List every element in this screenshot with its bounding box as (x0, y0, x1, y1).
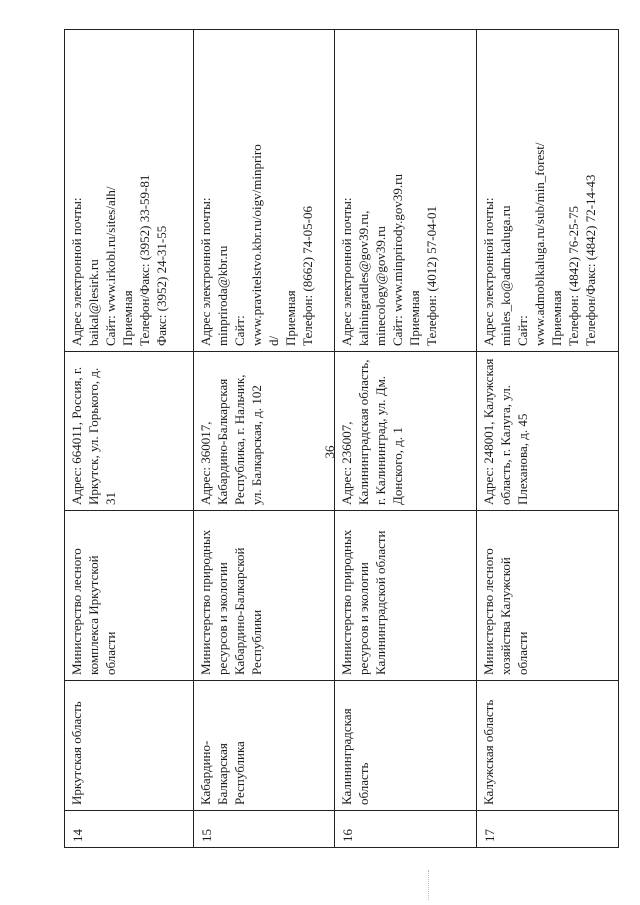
phone-line: Телефон: (4842) 76-25-75 (566, 206, 582, 346)
contact-line: Сайт: (515, 315, 531, 346)
page-number-text: 36 (322, 445, 337, 459)
contacts-cell (193, 30, 335, 352)
contact-line: Приемная (407, 290, 423, 346)
table-frame (64, 30, 619, 848)
contact-line: Адрес электронной почты: (197, 197, 213, 346)
contact-line: Приемная (549, 290, 565, 346)
email-link[interactable]: kaliningradles@gov39.ru, (356, 210, 372, 346)
address-cell: Адрес: 664011, Россия, г. Иркутск, ул. Горького, д. 31 (65, 352, 194, 511)
organization-cell: Министерство лесного хозяйства Калужской области (477, 511, 619, 681)
website-link[interactable]: www.admoblkaluga.ru/sub/min_forest/ (532, 142, 548, 346)
contacts-cell (65, 30, 194, 352)
table-body (65, 30, 619, 848)
table-row (193, 30, 335, 848)
address-cell: Адрес: 248001, Калужская область, г. Калуга, ул. Плеханова, д. 45 (477, 352, 619, 511)
contact-line: Адрес электронной почты: (69, 197, 84, 346)
website-link[interactable]: www.pravitelstvo.kbr.ru/oigv/minpriro (248, 144, 264, 346)
region-cell: Иркутская область (65, 681, 194, 811)
email-link[interactable]: baikal@lesirk.ru (86, 259, 101, 346)
contacts-cell (335, 30, 477, 352)
email-link[interactable]: minprirodа@kbr.ru (214, 245, 230, 346)
table-row (335, 30, 477, 848)
website-link-continued[interactable]: d/ (265, 335, 281, 346)
contact-line: Приемная (120, 290, 135, 346)
organization-cell: Министерство природных ресурсов и экологии Калининградской области (335, 511, 477, 681)
organization-cell: Министерство лесного комплекса Иркутской области (65, 511, 194, 681)
organization-cell: Министерство природных ресурсов и экологии Кабардино-Балкарской Республики (193, 511, 335, 681)
table-row (65, 30, 194, 848)
region-cell: Калининградская область (335, 681, 477, 811)
contacts-cell (477, 30, 619, 352)
phone-line: Телефон: (8662) 74-05-06 (299, 206, 315, 346)
row-number: 15 (193, 811, 335, 848)
contact-line: Адрес электронной почты: (339, 197, 355, 346)
phone-line: Телефон/Факс: (3952) 33-59-81 (137, 174, 152, 346)
phone-fax-line: Телефон/Факс: (4842) 72-14-43 (583, 174, 599, 346)
website-link[interactable]: Сайт: www.irkobl.ru/sites/alh/ (103, 186, 118, 346)
email-link[interactable]: minecology@gov39.ru (373, 226, 389, 346)
contact-line: Сайт: (231, 315, 247, 346)
address-cell: Адрес: 236007, Калининградская область, г. Калининград, ул. Дм. Донского, д. 1 (335, 352, 477, 511)
row-number: 17 (477, 811, 619, 848)
rotated-table-wrapper (64, 30, 619, 848)
contact-line: Приемная (282, 290, 298, 346)
region-cell: Кабардино-Балкарская Республика (193, 681, 335, 811)
fax-line: Факс: (3952) 24-31-55 (154, 225, 169, 346)
region-cell: Калужская область (477, 681, 619, 811)
table-row (477, 30, 619, 848)
contact-line: Адрес электронной почты: (481, 197, 497, 346)
website-link[interactable]: Сайт: www.minprirody.gov39.ru (390, 174, 406, 346)
email-link[interactable]: minles_ko@adm.kaluga.ru (498, 205, 514, 346)
agencies-table (64, 29, 619, 848)
phone-line: Телефон: (4012) 57-04-01 (424, 206, 440, 346)
row-number: 16 (335, 811, 477, 848)
address-cell: Адрес: 360017, Кабардино-Балкарская Республика, г. Нальчик, ул. Балкарская, д. 102 (193, 352, 335, 511)
row-number: 14 (65, 811, 194, 848)
margin-mark (428, 870, 430, 900)
